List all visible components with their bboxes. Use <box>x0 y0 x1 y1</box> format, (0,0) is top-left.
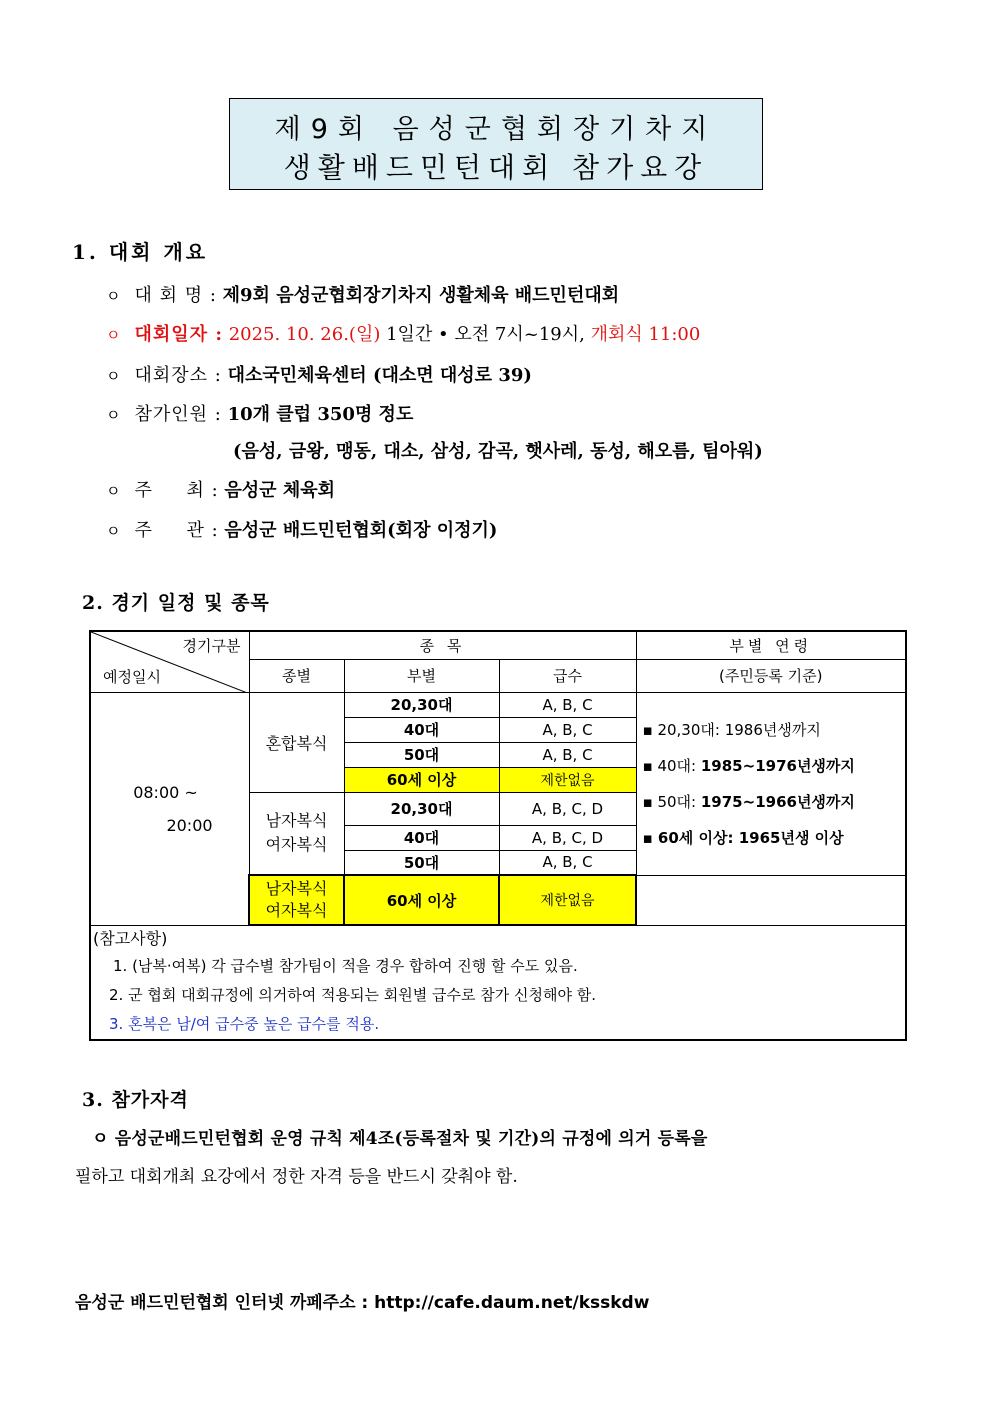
type-header: 종별 <box>249 659 344 692</box>
age-line: ▪ 20,30대: 1986년생까지 <box>642 720 821 739</box>
grade-header: 급수 <box>499 659 636 692</box>
cafe-address: 음성군 배드민턴협회 인터넷 까페주소 : http://cafe.daum.net/ksskdw <box>75 1293 650 1313</box>
table-row: 남자복식 여자복식 20,30대 A, B, C, D <box>90 792 906 825</box>
mixed-doubles-cell: 혼합복식 <box>249 692 344 792</box>
overview-item-venue: ㅇ 대회장소 : 대소국민체육센터 (대소면 대성로 39) <box>106 365 532 386</box>
overview-item-date: ㅇ 대회일자 : 2025. 10. 26.(일) 1일간 • 오전 7시~19시, 개회식 11:00 <box>106 324 701 345</box>
title-box <box>229 98 763 190</box>
table-corner-cell <box>90 631 249 692</box>
note-item: 1. (남복·여복) 각 급수별 참가팀이 적을 경우 합하여 진행 할 수도 있음. <box>113 957 578 975</box>
eligibility-line-2: 필하고 대회개최 요강에서 정한 자격 등을 반드시 갖춰야 함. <box>75 1167 518 1187</box>
title-line-2: 생활배드민턴대회 참가요강 <box>283 151 709 184</box>
age-line: ▪ 40대: 1985~1976년생까지 <box>642 756 855 775</box>
bullet: ㅇ <box>106 287 121 305</box>
corner-top-label: 경기구분 <box>182 637 241 655</box>
note-item: 2. 군 협회 대회규정에 의거하여 적용되는 회원별 급수로 참가 신청해야 함. <box>109 986 596 1004</box>
eligibility-line-1: ㅇ 음성군배드민턴협회 운영 규칙 제4조(등록절차 및 기간)의 규정에 의거 등록을 <box>92 1129 708 1149</box>
notes-cell <box>90 925 906 1040</box>
age-line: ▪ 50대: 1975~1966년생까지 <box>642 792 855 811</box>
corner-bottom-label: 예정일시 <box>103 667 161 686</box>
overview-item-name: ㅇ 대 회 명 : 제9회 음성군협회장기차지 생활체육 배드민턴대회 <box>106 285 620 306</box>
title-line-1: 제9회 음성군협회장기차지 <box>274 114 718 145</box>
empty-cell <box>636 875 906 925</box>
table-row: 40대 A, B, C, D <box>90 825 906 850</box>
table-row: 남자복식 여자복식 60세 이상 제한없음 <box>90 875 906 925</box>
table-row: 40대 A, B, C <box>90 717 906 742</box>
division-header: 부별 <box>344 659 499 692</box>
age-header: 부별 연령 <box>636 631 906 659</box>
section2-heading: 2. 경기 일정 및 종목 <box>82 592 270 614</box>
age-line: ▪ 60세 이상: 1965년생 이상 <box>642 828 844 847</box>
age-subheader: (주민등록 기준) <box>636 659 906 692</box>
club-list: (음성, 금왕, 맹동, 대소, 삼성, 감곡, 햇사레, 동성, 해오름, 팀아워) <box>233 441 763 462</box>
notes-title: (참고사항) <box>93 929 168 948</box>
table-row: 50대 A, B, C <box>90 742 906 767</box>
time-cell: 08:00 ~ 20:00 <box>90 692 249 925</box>
mens-womens-60-cell: 남자복식 여자복식 <box>249 875 344 925</box>
note-item: 3. 혼복은 남/여 급수중 높은 급수를 적용. <box>109 1015 380 1033</box>
table-row: 08:00 ~ 20:00 혼합복식 20,30대 A, B, C ▪ 20,30대: 1986년생까지 ▪ 40대: 1985~1976년생까지 ▪ 50대: 1975~1966년생까지 ▪ 60세 이상: 1965년생 이상 <box>90 692 906 717</box>
section1-heading: 1. 대회 개요 <box>72 240 209 264</box>
age-criteria-cell <box>636 692 906 875</box>
mens-womens-doubles-cell: 남자복식 여자복식 <box>249 792 344 875</box>
section3-heading: 3. 참가자격 <box>82 1089 189 1111</box>
overview-item-organizer: ㅇ 주 관 : 음성군 배드민턴협회(회장 이정기) <box>106 520 498 541</box>
overview-item-host: ㅇ 주 최 : 음성군 체육회 <box>106 480 336 501</box>
notes-row <box>90 925 906 1040</box>
table-row: 60세 이상 제한없음 <box>90 767 906 792</box>
table-row: 50대 A, B, C <box>90 850 906 875</box>
schedule-table <box>89 630 907 1041</box>
overview-item-participants: ㅇ 참가인원 : 10개 클럽 350명 정도 <box>106 404 414 425</box>
event-header: 종 목 <box>249 631 636 659</box>
